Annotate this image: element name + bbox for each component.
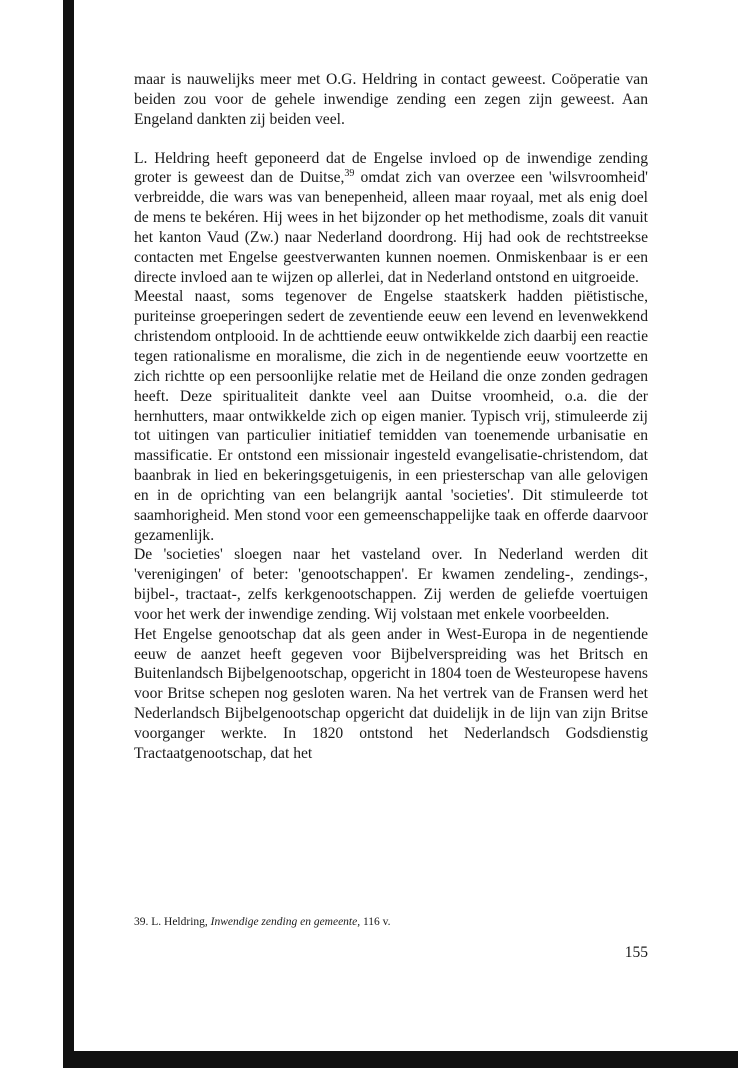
paragraph-3: Meestal naast, soms tegenover de Engelse staatskerk hadden piëtistische, puriteinse groeperingen sedert de zeventiende eeuw een levend en levenwekkend christendom ontplooid. In de achttiende eeuw ontwikkelde zich daarbij een reactie tegen rationalisme en moralisme, die zich in de negentiende eeuw voortzette en zich richtte op een persoonlijke relatie met de Heiland die onze zonden gedragen heeft. Deze spiritualiteit dankte veel aan Duitse vroomheid, o.a. die der hernhutters, maar ontwikkelde zich op eigen manier. Typisch vrij, stimuleerde zij tot uitingen van particulier initiatief temidden van toenemende urbanisatie en massificatie. Er ontstond een missionair ingesteld evangelisatie-christendom, dat baanbrak in lied en bekeringsgetuigenis, in een priesterschap van alle gelovigen en in de oprichting van een belangrijk aantal 'societies'. Dit stimuleerde tot saamhorigheid. Men stond voor een gemeenschappelijke taak en offerde daarvoor gezamenlijk. bbox=[134, 288, 648, 544]
paragraph-2 bbox=[134, 149, 648, 288]
paragraph-1: maar is nauwelijks meer met O.G. Heldring in contact geweest. Coöperatie van beiden zou voor de gehele inwendige zending een zegen zijn geweest. Aan Engeland dankten zij beiden veel. bbox=[134, 71, 648, 128]
page-number: 155 bbox=[624, 944, 648, 961]
footnote-reference: 39 bbox=[344, 168, 355, 180]
paragraph-5: Het Engelse genootschap dat als geen ander in West-Europa in de negentiende eeuw de aanzet heeft gegeven voor Bijbelverspreiding was het Britsch en Buitenlandsch Bijbelgenootschap, opgericht in 1804 toen de Westeuropese havens voor Britse schepen nog gesloten waren. Na het vertrek van de Fransen werd het Nederlandsch Bijbelgenootschap opgericht dat duidelijk in de lijn van zijn Britse voorganger werkte. In 1820 ontstond het Nederlandsch Godsdienstig Tractaatgenootschap, dat het bbox=[134, 625, 648, 762]
body-text bbox=[134, 70, 648, 764]
paragraph-2-part-2: omdat zich van overzee een 'wilsvroomheid' verbreidde, die wars was van benepenheid, alleen maar royaal, met als enig doel de mens te bekéren. Hij wees in het bijzonder op het methodisme, zoals dit vanuit het kanton Vaud (Zw.) naar Nederland doordrong. Hij had ook de rechtstreekse contacten met Engelse geestverwanten kunnen noemen. Onmiskenbaar is er een directe invloed aan te wijzen op allerlei, dat in Nederland ontstond en uitgroeide. bbox=[134, 169, 648, 286]
footnote bbox=[134, 915, 648, 929]
footnote-pages: 116 v. bbox=[362, 916, 391, 928]
scan-border-bottom bbox=[63, 1051, 738, 1068]
scan-border-left bbox=[63, 0, 74, 1068]
paragraph-4: De 'societies' sloegen naar het vasteland over. In Nederland werden dit 'verenigingen' of beter: 'genootschappen'. Er kwamen zendeling-, zendings-, bijbel-, tractaat-, zelfs kerkgenootschappen. Zij werden de geliefde voertuigen voor het werk der inwendige zending. Wij volstaan met enkele voorbeelden. bbox=[134, 546, 648, 623]
footnote-number: 39. bbox=[134, 916, 149, 928]
paragraph-2-part-1: L. Heldring heeft geponeerd dat de Engelse invloed op de inwendige zending groter is geweest dan de Duitse, bbox=[134, 149, 648, 187]
footnote-author: L. Heldring, bbox=[151, 916, 208, 928]
footnote-title: Inwendige zending en gemeente, bbox=[210, 916, 361, 928]
